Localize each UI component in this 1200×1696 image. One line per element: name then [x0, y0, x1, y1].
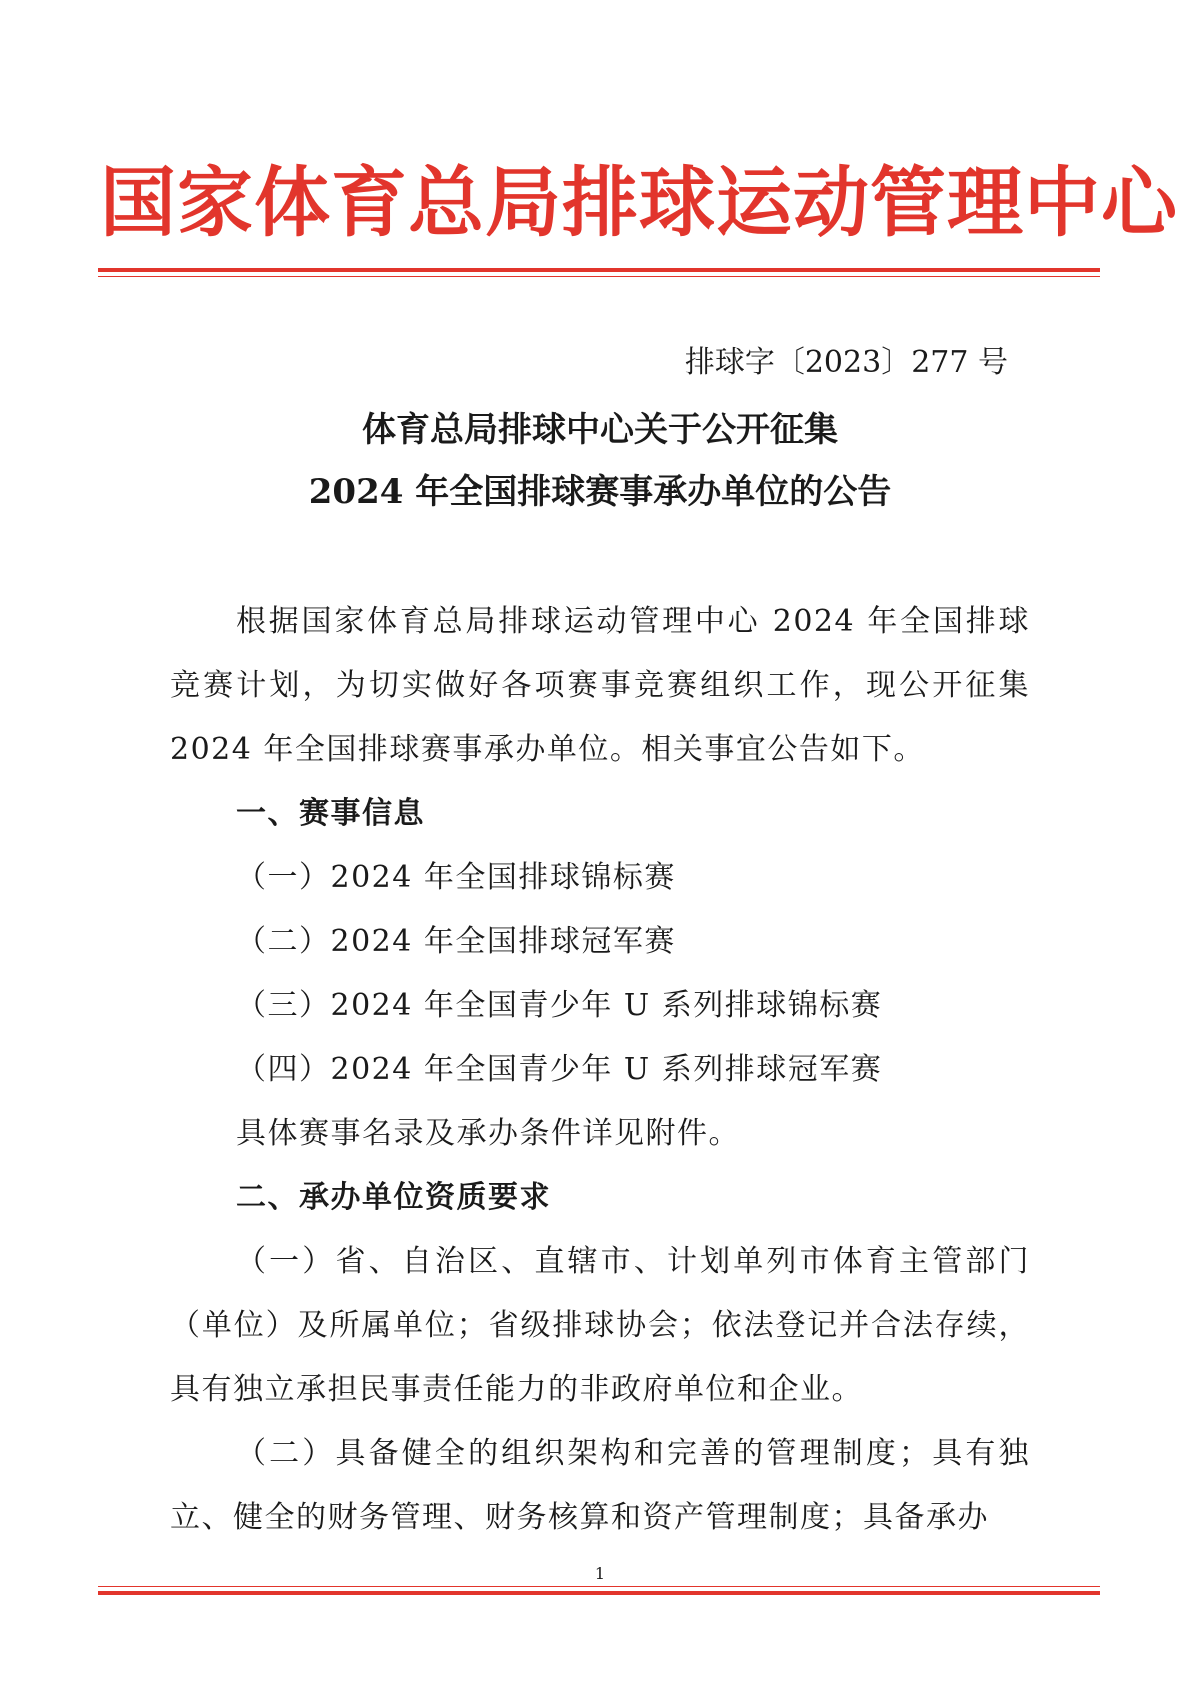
intro-paragraph-block	[170, 590, 1030, 782]
section2-item: （一）省、自治区、直辖市、计划单列市体育主管部门（单位）及所属单位；省级排球协会；依法登记并合法存续，具有独立承担民事责任能力的非政府单位和企业。	[170, 1244, 1030, 1407]
intro-paragraph: 根据国家体育总局排球运动管理中心 2024 年全国排球竞赛计划，为切实做好各项赛事竞赛组织工作，现公开征集 2024 年全国排球赛事承办单位。相关事宜公告如下。	[170, 604, 1030, 767]
sections-block	[170, 782, 1030, 1550]
header-rule-thick	[98, 268, 1100, 272]
footer-rule-thick	[98, 1591, 1100, 1595]
section1-item: （四）2024 年全国青少年 U 系列排球冠军赛	[236, 1052, 883, 1087]
section1-note: 具体赛事名录及承办条件详见附件。	[236, 1116, 740, 1151]
footer-rule-thin	[98, 1586, 1100, 1587]
page-number: 1	[594, 1564, 606, 1583]
document-title-line2: 2024 年全国排球赛事承办单位的公告	[308, 472, 892, 512]
section2-heading: 二、承办单位资质要求	[236, 1180, 551, 1215]
section1-heading: 一、赛事信息	[236, 796, 425, 831]
document-title-line1: 体育总局排球中心关于公开征集	[362, 410, 838, 450]
header-rule-thin	[98, 276, 1100, 277]
section2-item: （二）具备健全的组织架构和完善的管理制度；具有独立、健全的财务管理、财务核算和资产管理制度；具备承办	[170, 1436, 1030, 1535]
section1-item: （一）2024 年全国排球锦标赛	[236, 860, 676, 895]
document-number: 排球字〔2023〕277 号	[684, 345, 1008, 380]
section1-item: （二）2024 年全国排球冠军赛	[236, 924, 676, 959]
section1-item: （三）2024 年全国青少年 U 系列排球锦标赛	[236, 988, 883, 1023]
organization-header: 国家体育总局排球运动管理中心	[100, 158, 1178, 247]
